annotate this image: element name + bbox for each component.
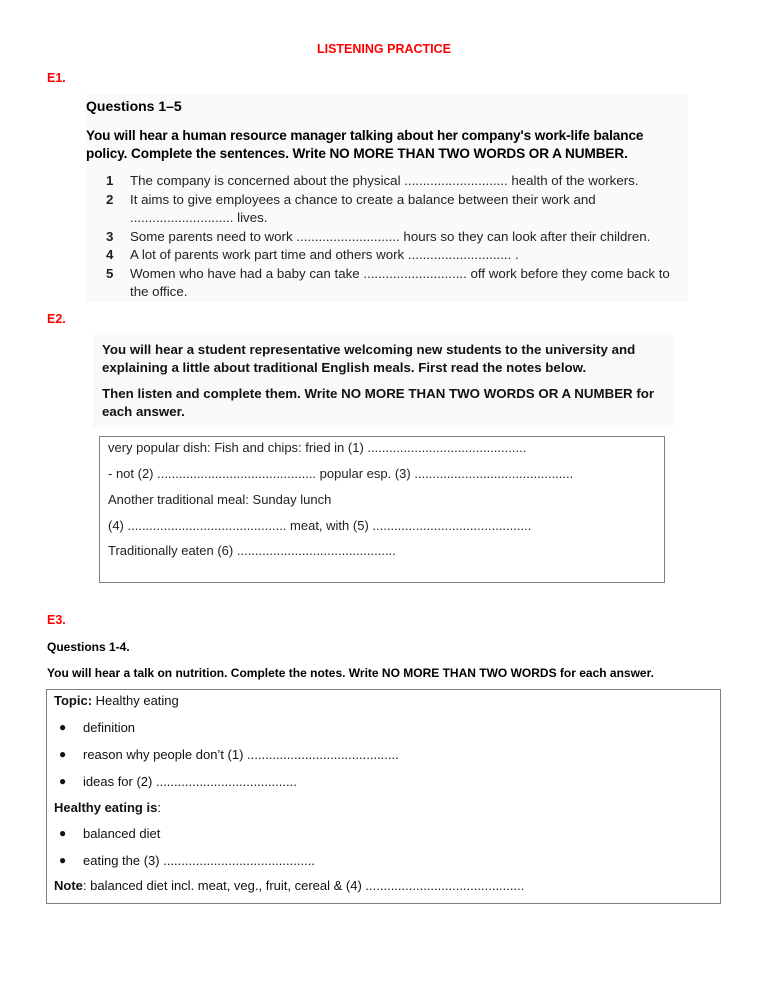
question-text: The company is concerned about the physical ............................ health of the workers.: [130, 173, 639, 188]
question-number: 4: [106, 247, 114, 262]
question-item: [106, 246, 691, 265]
question-item: [106, 265, 691, 302]
exercise-3-instructions: You will hear a talk on nutrition. Complete the notes. Write NO MORE THAN TWO WORDS for each answer.: [47, 666, 654, 680]
bullet-text: balanced diet: [83, 826, 161, 841]
exercise-1-questions-title: Questions 1–5: [86, 98, 182, 114]
question-number: 1: [106, 173, 114, 188]
notes-line: very popular dish: Fish and chips: fried in (1) ............................................: [108, 440, 527, 455]
exercise-3-notes-box: [46, 689, 721, 904]
bullet-icon: ●: [59, 774, 67, 788]
exercise-1-scan: [86, 94, 688, 302]
topic-bullet: [59, 720, 135, 735]
question-item: [106, 228, 691, 247]
notes-line: Another traditional meal: Sunday lunch: [108, 492, 332, 507]
question-item: [106, 172, 691, 191]
question-number: 5: [106, 265, 114, 281]
bullet-icon: ●: [59, 720, 67, 734]
question-number: 3: [106, 228, 114, 244]
exercise-1-items: [106, 172, 691, 302]
bullet-text: eating the (3) ..........................................: [83, 853, 315, 868]
note-value: : balanced diet incl. meat, veg., fruit, cereal & (4) ............................................: [82, 878, 525, 893]
note-line: [54, 878, 524, 893]
exercise-2-instruction-1: You will hear a student representative welcoming new students to the university and explaining a little about traditional English meals. First read the notes below.: [102, 342, 636, 375]
question-text: A lot of parents work part time and others work ............................ .: [130, 247, 519, 262]
page-title: LISTENING PRACTICE: [316, 42, 452, 56]
exercise-3-questions-title: Questions 1-4.: [47, 640, 130, 654]
question-number: 2: [106, 191, 114, 207]
healthy-bullet: [59, 826, 160, 841]
bullet-icon: ●: [59, 853, 67, 867]
topic-line: [54, 693, 179, 708]
exercise-2-label: E2.: [47, 312, 66, 326]
bullet-icon: ●: [59, 826, 67, 840]
exercise-1-instructions: You will hear a human resource manager talking about her company's work-life balance policy. Complete the sentences. Write NO MORE THAN TWO WORDS OR A NUMBER.: [86, 128, 644, 161]
bullet-text: reason why people don’t (1) ..........................................: [83, 747, 399, 762]
topic-bullet: [59, 774, 297, 789]
bullet-text: definition: [83, 720, 136, 735]
exercise-3-label: E3.: [47, 613, 66, 627]
topic-bullet: [59, 747, 399, 762]
exercise-2-instruction-2: Then listen and complete them. Write NO MORE THAN TWO WORDS OR A NUMBER for each answer.: [102, 386, 655, 419]
bullet-text: ideas for (2) .......................................: [83, 774, 297, 789]
question-item: [106, 191, 691, 228]
healthy-bullet: [59, 853, 315, 868]
topic-value: Healthy eating: [92, 693, 179, 708]
question-text: Some parents need to work ............................ hours so they can look after their children.: [130, 228, 651, 244]
question-text: Women who have had a baby can take ............................ off work before they come back to the office.: [130, 265, 670, 299]
bullet-icon: ●: [59, 747, 67, 761]
notes-line: (4) ............................................ meat, with (5) ............................................: [108, 518, 532, 533]
exercise-2-scan: [93, 335, 674, 427]
healthy-eating-label: Healthy eating is: [54, 800, 158, 815]
topic-label: Topic:: [54, 693, 93, 708]
note-label: Note: [54, 878, 83, 893]
exercise-1-label: E1.: [47, 71, 66, 85]
notes-line: - not (2) ............................................ popular esp. (3) ............................................: [108, 466, 574, 481]
notes-line: Traditionally eaten (6) ............................................: [108, 543, 396, 558]
healthy-eating-colon: :: [157, 800, 161, 815]
question-text: It aims to give employees a chance to create a balance between their work and ............................ lives.: [130, 191, 596, 225]
exercise-2-notes-box: [99, 436, 665, 583]
healthy-eating-line: [54, 800, 161, 815]
